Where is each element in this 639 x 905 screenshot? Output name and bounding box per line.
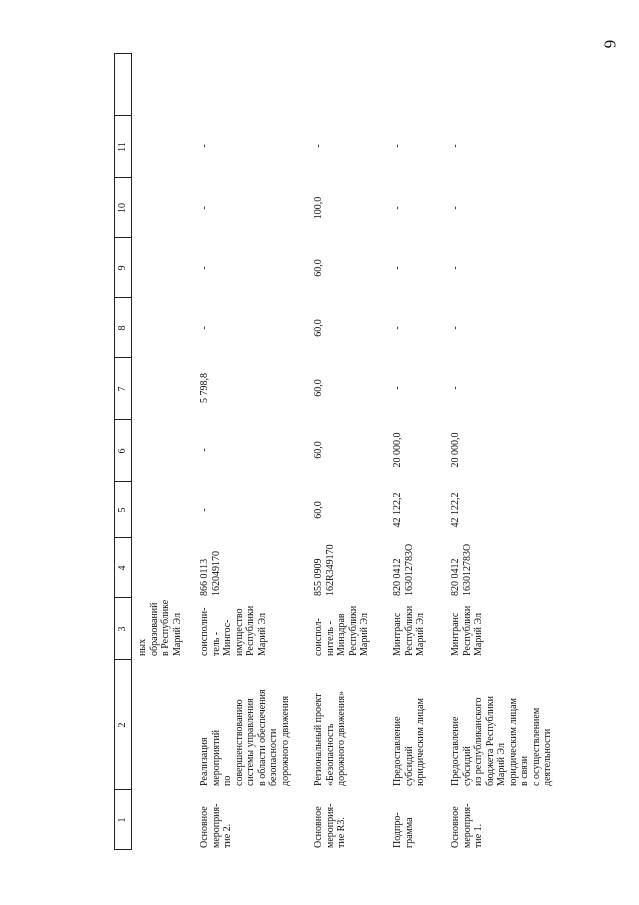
row-value-col8: 60,0 [313, 319, 324, 337]
row-responsible: соиспол- нитель - Минздрав Республики Марий Эл [313, 605, 370, 656]
row-value-col10: 100,0 [313, 196, 324, 220]
column-number: 7 [117, 386, 128, 392]
row-value-col6: 60,0 [313, 441, 324, 459]
column-number: 2 [117, 722, 128, 728]
row-name: Предоставление субсидий юридическим лицам [392, 698, 426, 786]
row-value-col6: - [199, 448, 210, 452]
row-budget-code: 855 0909 162R349170 [313, 544, 336, 596]
row-name: Предоставление субсидий из республиканского бюджета Республики Марий Эл юридическим лицам в связи с осуществлением деятельности [450, 696, 553, 786]
row-status: Основное мероприя- тие 1. [450, 803, 484, 848]
row-value-col9: - [450, 266, 461, 270]
row-value-col7: 60,0 [313, 379, 324, 397]
row-value-col7: 5 798,8 [199, 373, 210, 403]
column-number: 1 [117, 817, 128, 823]
column-number: 11 [117, 142, 128, 152]
row-value-col7: - [392, 386, 403, 390]
row-value-col6: 20 000,0 [392, 432, 403, 468]
row-value-col11: - [392, 144, 403, 148]
row-budget-code: 820 0412 163012783О [450, 543, 473, 596]
header-separator [114, 53, 131, 54]
column-number: 3 [117, 626, 128, 632]
column-number: 6 [117, 448, 128, 454]
row-responsible: Минтранс Республики Марий Эл [450, 605, 484, 656]
row-value-col10: - [199, 206, 210, 210]
row-value-col6: 20 000,0 [450, 432, 461, 468]
budget-table [114, 53, 622, 850]
row-value-col11: - [450, 144, 461, 148]
column-number: 8 [117, 325, 128, 331]
row-status: Основное мероприя- тие R3. [313, 803, 347, 848]
row-value-col10: - [450, 206, 461, 210]
row-value-col8: - [392, 326, 403, 330]
row-value-col5: 42 122,2 [392, 492, 403, 528]
row-value-col5: - [199, 508, 210, 512]
row-value-col9: - [199, 266, 210, 270]
row-value-col9: - [392, 266, 403, 270]
table-top-rule [114, 53, 115, 850]
row-status: Подпро- грамма [392, 812, 415, 848]
row-value-col10: - [392, 206, 403, 210]
row-value-col5: 60,0 [313, 501, 324, 519]
row-name: Реализация мероприятий по совершенствованию системы управления в области обеспечения безопасности дорожного движения [199, 689, 291, 786]
row-responsible: Минтранс Республики Марий Эл [392, 605, 426, 656]
row-responsible: соисполни- тель - Мингос- имущество Республики Марий Эл [199, 605, 268, 656]
row-value-col7: - [450, 386, 461, 390]
row-value-col11: - [199, 144, 210, 148]
row-budget-code: 820 0412 163012783О [392, 543, 415, 596]
row-value-col8: - [450, 326, 461, 330]
row-status: Основное мероприя- тие 2. [199, 803, 233, 848]
header-bottom-rule [131, 53, 132, 850]
row-budget-code: 866 0113 162049170 [199, 551, 222, 596]
column-number: 9 [117, 265, 128, 271]
row-value-col5: 42 122,2 [450, 492, 461, 528]
column-number: 5 [117, 507, 128, 513]
column-number: 10 [117, 203, 128, 213]
row-value-col9: 60,0 [313, 259, 324, 277]
carryover-responsible: ных образований в Республике Марий Эл [137, 599, 183, 656]
row-value-col11: - [313, 144, 324, 148]
row-name: Региональный проект «Безопасность дорожного движения» [313, 690, 347, 786]
page-number: 6 [600, 39, 620, 49]
row-value-col8: - [199, 326, 210, 330]
column-number: 4 [117, 565, 128, 571]
